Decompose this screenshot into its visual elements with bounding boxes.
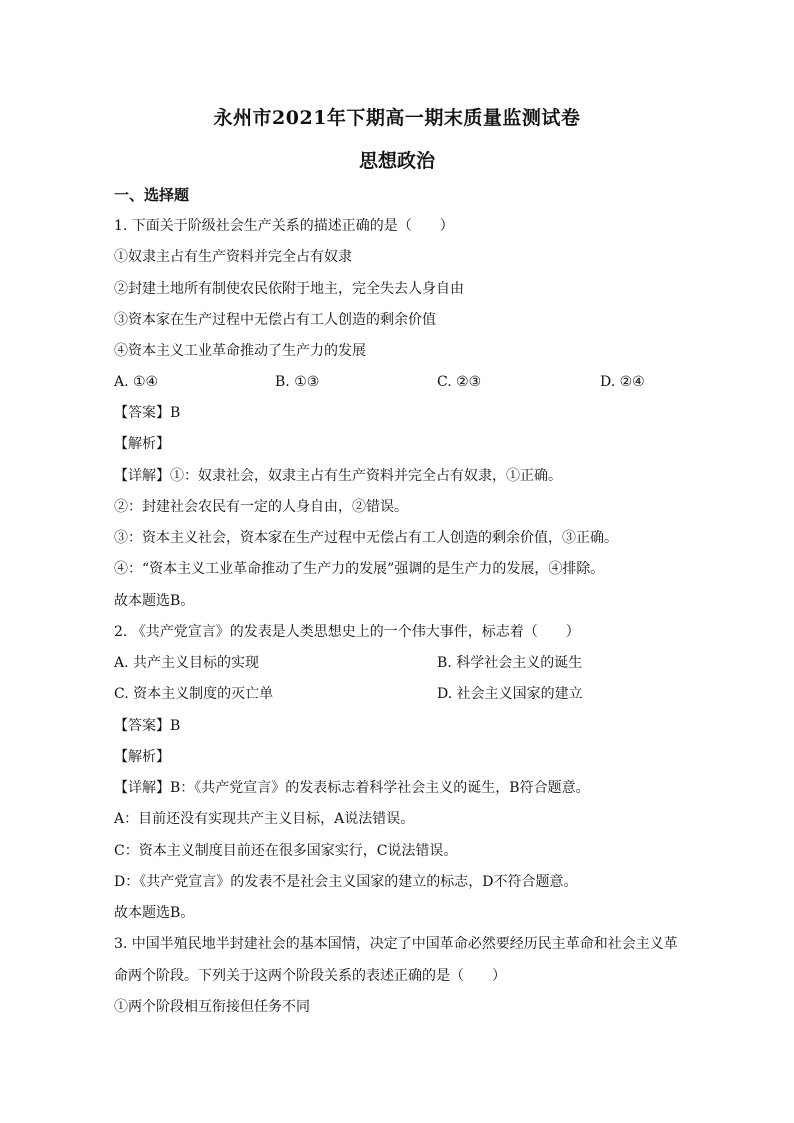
q1-item: ①奴隶主占有生产资料并完全占有奴隶 bbox=[114, 249, 352, 265]
q1-stem: 1. 下面关于阶级社会生产关系的描述正确的是（ ） bbox=[114, 218, 454, 234]
q2-detail-line: 【详解】B：《共产党宣言》的发表标志着科学社会主义的诞生，B符合题意。 bbox=[114, 780, 590, 796]
q1-answer: 【答案】B bbox=[114, 405, 181, 421]
q1-detail-line: 【详解】①：奴隶社会，奴隶主占有生产资料并完全占有奴隶，①正确。 bbox=[114, 468, 562, 484]
q2-stem: 2. 《共产党宣言》的发表是人类思想史上的一个伟大事件，标志着（ ） bbox=[114, 624, 580, 640]
q1-detail-line: ④：“资本主义工业革命推动了生产力的发展”强调的是生产力的发展，④排除。 bbox=[114, 561, 605, 577]
q2-option-a: A. 共产主义目标的实现 bbox=[114, 655, 260, 671]
section-heading: 一、选择题 bbox=[114, 186, 190, 204]
q1-option-c: C. ②③ bbox=[437, 374, 482, 390]
q2-detail-line: 故本题选B。 bbox=[114, 905, 195, 921]
q1-analysis: 【解析】 bbox=[114, 436, 170, 452]
q1-detail-line: ②：封建社会农民有一定的人身自由，②错误。 bbox=[114, 499, 408, 515]
q2-option-d: D. 社会主义国家的建立 bbox=[437, 686, 583, 702]
q1-detail-line: 故本题选B。 bbox=[114, 593, 195, 609]
q1-item: ②封建土地所有制使农民依附于地主，完全失去人身自由 bbox=[114, 281, 464, 297]
q2-answer: 【答案】B bbox=[114, 718, 181, 734]
q1-item: ③资本家在生产过程中无偿占有工人创造的剩余价值 bbox=[114, 312, 436, 328]
q1-item: ④资本主义工业革命推动了生产力的发展 bbox=[114, 343, 366, 359]
page-subtitle: 思想政治 bbox=[358, 150, 435, 172]
q2-detail-line: D：《共产党宣言》的发表不是社会主义国家的建立的标志，D不符合题意。 bbox=[114, 874, 578, 890]
q2-analysis: 【解析】 bbox=[114, 749, 170, 765]
q1-option-a: A. ①④ bbox=[114, 374, 159, 390]
q2-option-b: B. 科学社会主义的诞生 bbox=[437, 655, 583, 671]
q1-detail-line: ③：资本主义社会，资本家在生产过程中无偿占有工人创造的剩余价值，③正确。 bbox=[114, 530, 618, 546]
q3-stem: 3. 中国半殖民地半封建社会的基本国情，决定了中国革命必然要经历民主革命和社会主义革 bbox=[114, 936, 678, 952]
q1-option-b: B. ①③ bbox=[275, 374, 320, 390]
page-title: 永州市2021年下期高一期末质量监测试卷 bbox=[213, 107, 581, 129]
q1-option-d: D. ②④ bbox=[600, 374, 645, 390]
q3-stem: 命两个阶段。下列关于这两个阶段关系的表述正确的是（ ） bbox=[114, 968, 506, 984]
q2-option-c: C. 资本主义制度的灭亡单 bbox=[114, 686, 274, 702]
q3-item: ①两个阶段相互衔接但任务不同 bbox=[114, 999, 310, 1015]
q2-detail-line: A：目前还没有实现共产主义目标，A说法错误。 bbox=[114, 811, 415, 827]
q2-detail-line: C：资本主义制度目前还在很多国家实行，C说法错误。 bbox=[114, 843, 458, 859]
